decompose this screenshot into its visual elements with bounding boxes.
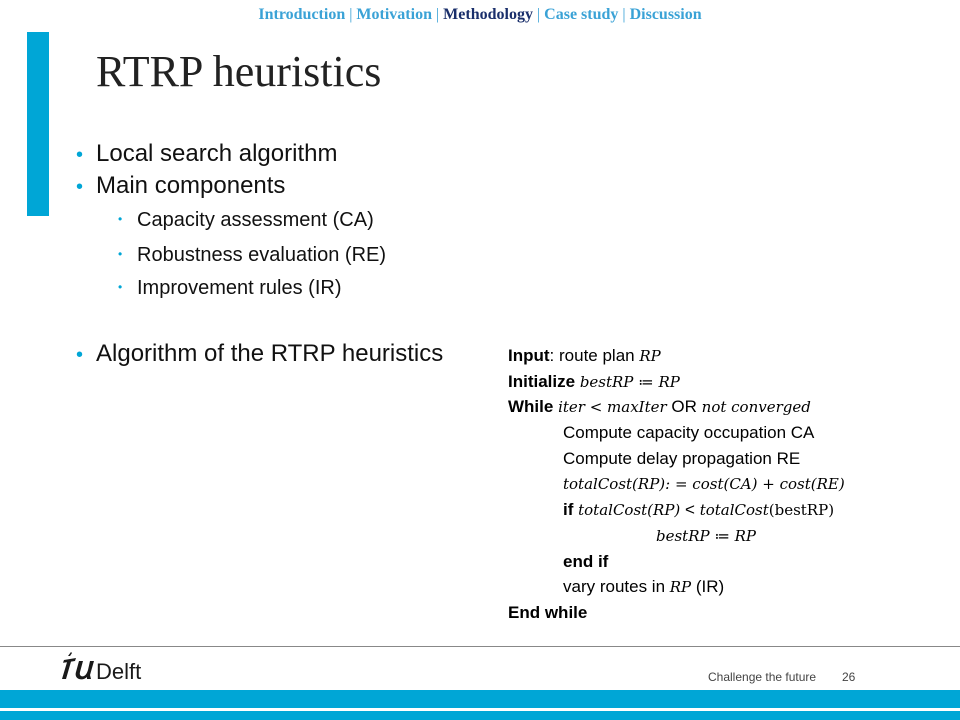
assign-expression: bestRP ≔ RP [656, 526, 757, 545]
bullet-text: Main components [96, 172, 286, 199]
keyword-input: Input [508, 346, 550, 365]
vary-var: RP [669, 578, 692, 597]
nav-item-motivation[interactable]: Motivation [356, 6, 432, 23]
bullet-dot-icon: • [76, 144, 84, 166]
nav-item-methodology[interactable]: Methodology [443, 6, 533, 23]
nav-separator: | [536, 6, 541, 23]
sub-bullet-item [118, 244, 386, 267]
total-cost-expression: totalCost(RP): = cost(CA) + cost(RE) [563, 475, 845, 494]
while-condition-1: iter < maxIter [558, 398, 667, 417]
algorithm-pseudocode [508, 343, 845, 626]
footer-divider [0, 646, 960, 647]
nav-separator: | [349, 6, 353, 23]
nav-separator: | [622, 6, 626, 23]
algo-line-initialize [508, 369, 845, 395]
step-capacity: Compute capacity occupation CA [563, 423, 815, 443]
nav-item-introduction[interactable]: Introduction [258, 6, 346, 23]
bullet-text: Local search algorithm [96, 140, 338, 167]
algo-line-if [508, 497, 845, 523]
sub-bullet-item [118, 209, 374, 232]
vary-text: vary routes in [563, 577, 670, 597]
input-text: : route plan [549, 346, 640, 365]
tudelft-logo [62, 652, 162, 693]
if-operator: < [685, 500, 695, 520]
if-left-expression: totalCost(RP) [578, 501, 681, 520]
bullet-dot-icon: • [76, 176, 84, 198]
algo-line-vary [508, 574, 845, 600]
sub-bullet-dot-icon: • [118, 212, 123, 226]
algo-line-assign [508, 523, 845, 549]
init-expression: bestRP ≔ RP [579, 372, 680, 391]
slide-title: RTRP heuristics [96, 47, 382, 96]
tudelft-logo-icon [62, 652, 162, 688]
footer-tagline: Challenge the future [708, 670, 817, 684]
sub-bullet-dot-icon: • [118, 280, 123, 294]
bullet-item [76, 172, 285, 200]
algo-line-endif [508, 549, 845, 575]
bullet-item [76, 140, 337, 168]
while-condition-2: not converged [701, 398, 811, 417]
algo-line-input [508, 343, 845, 369]
input-var: RP [639, 347, 661, 365]
footer-accent-bar [0, 690, 960, 708]
sub-bullet-text: Improvement rules (IR) [137, 277, 342, 299]
logo-text: Delft [96, 659, 142, 684]
sub-bullet-text: Capacity assessment (CA) [137, 209, 374, 231]
algo-line-while [508, 394, 845, 420]
if-right-argument: (bestRP) [768, 501, 835, 520]
accent-side-bar [27, 32, 49, 216]
algo-line-compute-ca [508, 420, 845, 446]
bullet-dot-icon: • [76, 344, 84, 366]
vary-suffix: (IR) [691, 577, 725, 597]
page-number: 26 [842, 670, 856, 684]
nav-item-case-study[interactable]: Case study [544, 6, 619, 23]
keyword-if: if [563, 500, 574, 520]
while-or: OR [671, 397, 697, 417]
keyword-initialize: Initialize [508, 371, 576, 391]
algo-line-compute-re [508, 446, 845, 472]
nav-item-discussion[interactable]: Discussion [629, 6, 702, 23]
step-delay: Compute delay propagation RE [563, 448, 801, 468]
keyword-end-while: End while [508, 602, 588, 622]
footer-accent-bar-bottom [0, 711, 960, 720]
nav-separator: | [435, 6, 440, 23]
section-nav [0, 6, 960, 24]
if-right-expression: totalCost [699, 501, 769, 520]
sub-bullet-item [118, 277, 342, 300]
bullet-item [76, 340, 443, 368]
sub-bullet-text: Robustness evaluation (RE) [137, 244, 387, 266]
keyword-end-if: end if [563, 551, 609, 571]
algo-line-end-while [508, 600, 845, 626]
algo-line-total-cost [508, 471, 845, 497]
bullet-text: Algorithm of the RTRP heuristics [96, 340, 444, 367]
sub-bullet-dot-icon: • [118, 247, 123, 261]
keyword-while: While [508, 397, 554, 417]
